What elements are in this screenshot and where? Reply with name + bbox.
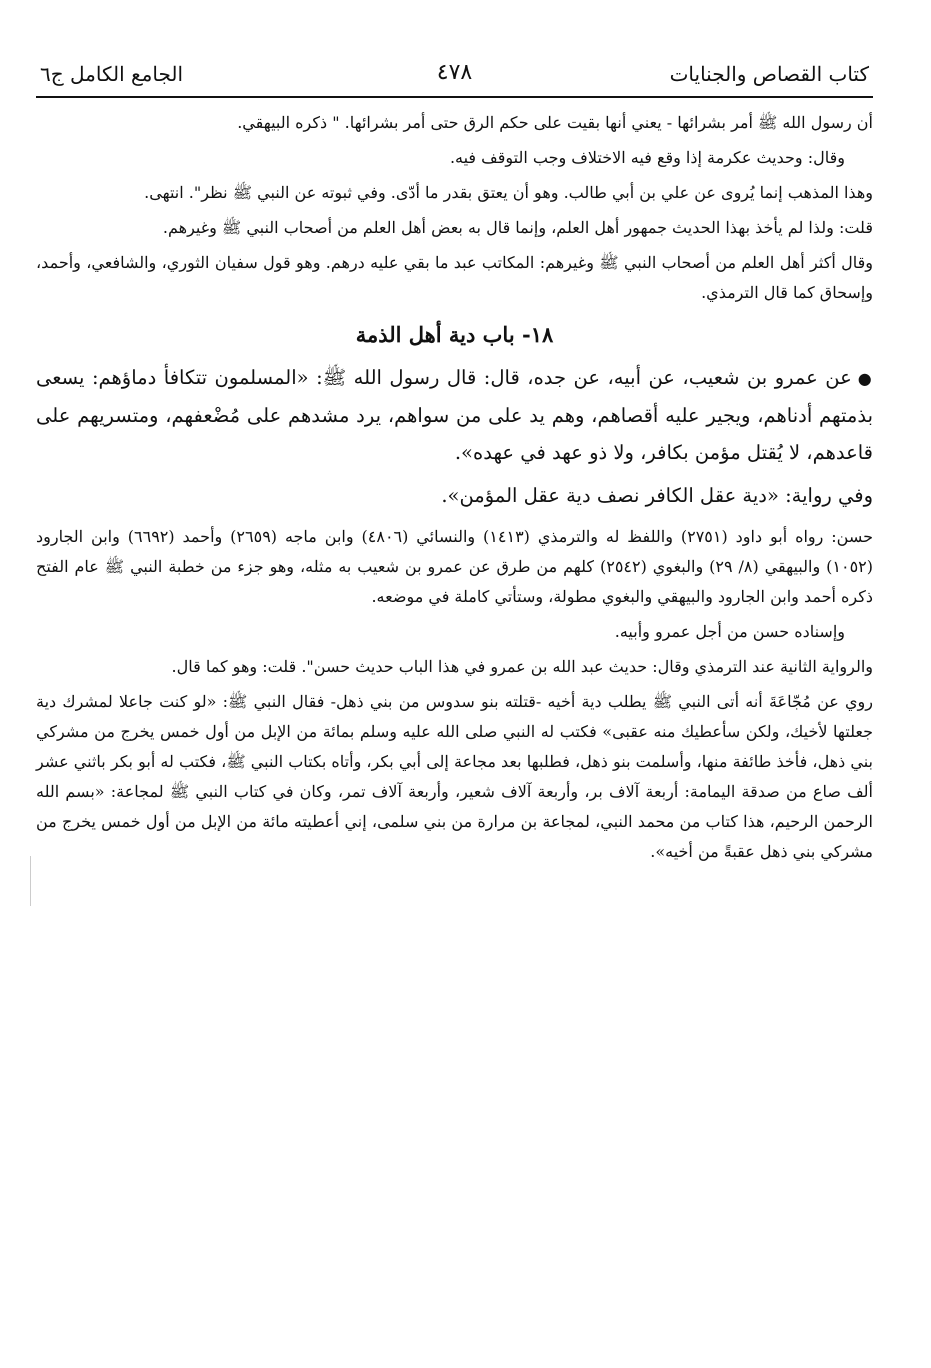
margin-mark bbox=[30, 856, 31, 906]
text-paragraph: وإسناده حسن من أجل عمرو وأبيه. bbox=[614, 622, 845, 641]
hadith-text bbox=[36, 359, 873, 471]
text-paragraph: أن رسول الله ﷺ أمر بشرائها - يعني أنها بقيت على حكم الرق حتى أمر بشرائها. " ذكره البيهقي. bbox=[237, 113, 873, 132]
riwaya-text: وفي رواية: «دية عقل الكافر نصف دية عقل المؤمن». bbox=[441, 484, 873, 507]
bullet-icon: ● bbox=[857, 369, 874, 388]
page-content bbox=[36, 98, 873, 867]
book-page bbox=[36, 52, 873, 1368]
text-paragraph: حسن: رواه أبو داود (٢٧٥١) واللفظ له والترمذي (١٤١٣) والنسائي (٤٨٠٦) وابن ماجه (٢٦٥٩) وأحمد (٦٦٩٢) وابن الجارود (١٠٥٢) والبيهقي (٨/ ٢٩) والبغوي (٢٥٤٢) كلهم من طرق عن عمرو بن شعيب به مثله، وهو جزء من خطبة النبي ﷺ عام الفتح ذكره أحمد وابن الجارود والبيهقي والبغوي مطولة، وستأتي كاملة في موضعه. bbox=[36, 527, 874, 606]
chapter-title: ١٨- باب دية أهل الذمة bbox=[355, 322, 554, 347]
text-paragraph: روي عن مُجّاعَةَ أنه أتى النبي ﷺ يطلب دية أخيه -قتلته بنو سدوس من بني ذهل- فقال النبي ﷺ: «لو كنت جاعلا لمشرك دية جعلتها لأخيك، ولكن سأعطيك منه عقبى» فكتب له النبي صلى الله عليه وسلم بمائة من الإبل من أول خمس يخرج من مشركي بني ذهل، فأخذ طائفة منها، وأسلمت بنو ذهل، فطلبها بعد مجاعة إلى أبي بكر، وأتاه بكتاب النبي ﷺ، فكتب له أبو بكر باثني عشر ألف صاع من صدقة اليمامة: أربعة آلاف بر، وأربعة آلاف شعير، وأربعة آلاف تمر، وكان في كتاب النبي ﷺ لمجاعة: «بسم الله الرحمن الرحيم، هذا كتاب من محمد النبي، لمجاعة بن مرارة من بني سلمى، إني أعطيته مائة من الإبل من أول خمس يخرج من مشركي بني ذهل عقبةً من أخيه». bbox=[36, 692, 874, 861]
page-number: ٤٧٨ bbox=[436, 60, 473, 85]
book-volume-title: الجامع الكامل ج٦ bbox=[40, 62, 184, 86]
book-section-title: كتاب القصاص والجنايات bbox=[669, 62, 869, 86]
text-paragraph: والرواية الثانية عند الترمذي وقال: حديث عبد الله بن عمرو في هذا الباب حديث حسن". قلت: وهو كما قال. bbox=[171, 657, 873, 676]
hadith-body: عن عمرو بن شعيب، عن أبيه، عن جده، قال: قال رسول الله ﷺ: «المسلمون تتكافأ دماؤهم: يسعى بذمتهم أدناهم، ويجير عليه أقصاهم، وهم يد على من سواهم، يرد مشدهم على مُضْعفهم، ومتسريهم على قاعدهم، لا يُقتل مؤمن بكافر، ولا ذو عهد في عهده». bbox=[36, 366, 873, 464]
bottom-notes bbox=[36, 522, 873, 867]
text-paragraph: وقال أكثر أهل العلم من أصحاب النبي ﷺ وغيرهم: المكاتب عبد ما بقي عليه درهم. وهو قول سفيان الثوري، والشافعي، وأحمد، وإسحاق كما قال الترمذي. bbox=[36, 253, 873, 302]
top-notes bbox=[36, 108, 873, 308]
page-header bbox=[36, 52, 873, 98]
text-paragraph: قلت: ولذا لم يأخذ بهذا الحديث جمهور أهل العلم، وإنما قال به بعض أهل العلم من أصحاب النبي ﷺ وغيرهم. bbox=[162, 218, 873, 237]
text-paragraph: وهذا المذهب إنما يُروى عن علي بن أبي طالب. وهو أن يعتق بقدر ما أدّى. وفي ثبوته عن النبي ﷺ نظر". انتهى. bbox=[144, 183, 873, 202]
text-paragraph: وقال: وحديث عكرمة إذا وقع فيه الاختلاف وجب التوقف فيه. bbox=[449, 148, 845, 167]
